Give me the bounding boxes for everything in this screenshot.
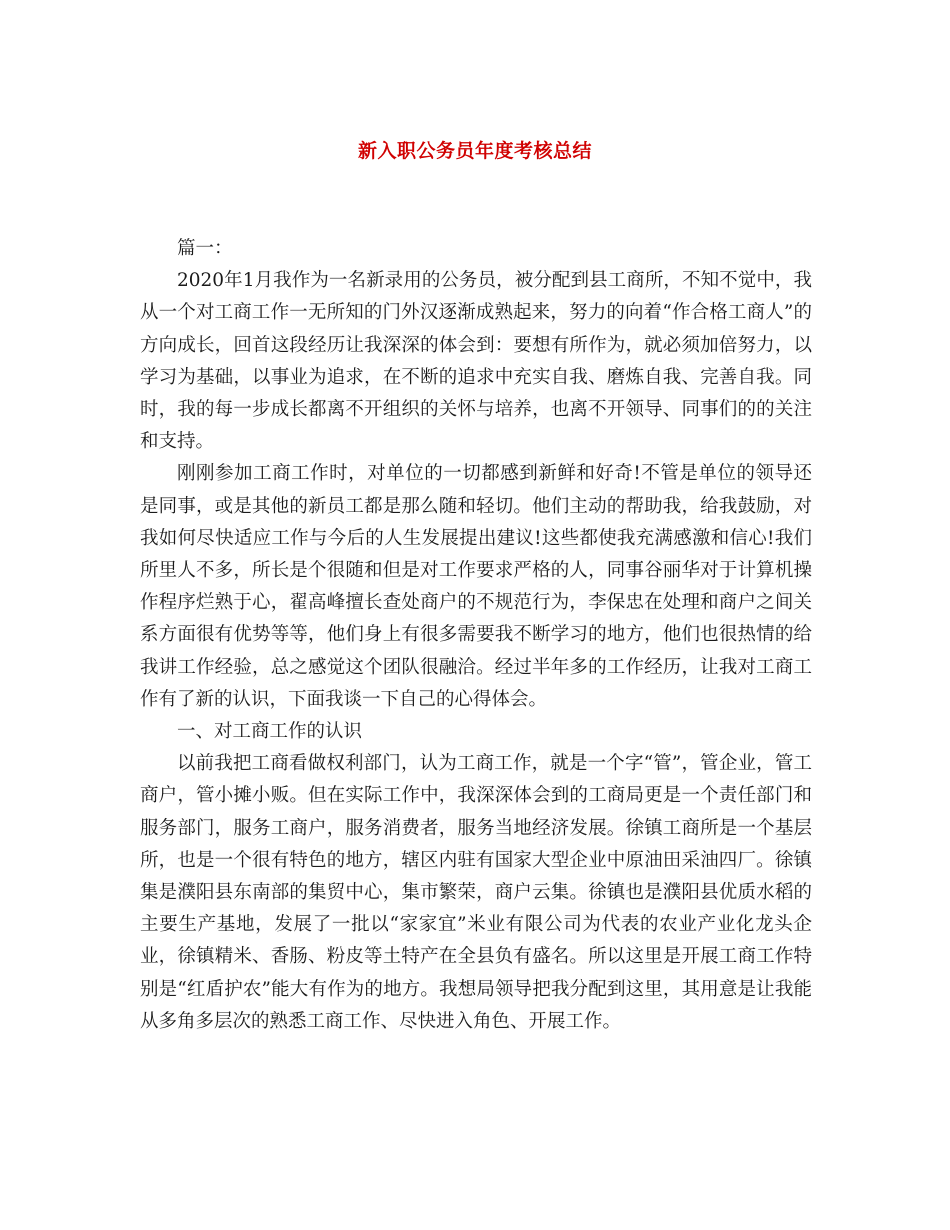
section-heading: 一、对工商工作的认识 <box>177 721 363 743</box>
paragraph: 2020年1月我作为一名新录用的公务员，被分配到县工商所，不知不觉中，我从一个对工商工作一无所知的门外汉逐渐成熟起来，努力的向着“作合格工商人”的方向成长，回首这段经历让我深深的体会到：要想有所作为，就必须加倍努力，以学习为基础，以事业为追求，在不断的追求中充实自我、磨炼自我、完善自我。同时，我的每一步成长都离不开组织的关怀与培养，也离不开领导、同事们的的关注和支持。 <box>140 270 812 453</box>
paragraph: 刚刚参加工商工作时，对单位的一切都感到新鲜和好奇!不管是单位的领导还是同事，或是其他的新员工都是那么随和轻切。他们主动的帮助我，给我鼓励，对我如何尽快适应工作与今后的人生发展提出建议!这些都使我充满感激和信心!我们所里人不多，所长是个很随和但是对工作要求严格的人，同事谷丽华对于计算机操作程序烂熟于心，翟高峰擅长查处商户的不规范行为，李保忠在处理和商户之间关系方面很有优势等等，他们身上有很多需要我不断学习的地方，他们也很热情的给我讲工作经验，总之感觉这个团队很融洽。经过半年多的工作经历，让我对工商工作有了新的认识，下面我谈一下自己的心得体会。 <box>140 463 812 710</box>
section-label: 篇一： <box>177 238 233 259</box>
document-title: 新入职公务员年度考核总结 <box>357 140 592 162</box>
paragraph: 以前我把工商看做权利部门，认为工商工作，就是一个字“管”，管企业，管工商户，管小摊小贩。但在实际工作中，我深深体会到的工商局更是一个责任部门和服务部门，服务工商户，服务消费者，服务当地经济发展。徐镇工商所是一个基层所，也是一个很有特色的地方，辖区内驻有国家大型企业中原油田采油四厂。徐镇集是濮阳县东南部的集贸中心，集市繁荣，商户云集。徐镇也是濮阳县优质水稻的主要生产基地，发展了一批以“家家宜”米业有限公司为代表的农业产业化龙头企业，徐镇精米、香肠、粉皮等土特产在全县负有盛名。所以这里是开展工商工作特别是“红盾护农”能大有作为的地方。我想局领导把我分配到这里，其用意是让我能从多角多层次的熟悉工商工作、尽快进入角色、开展工作。 <box>140 753 812 1032</box>
document-body <box>140 233 812 1038</box>
